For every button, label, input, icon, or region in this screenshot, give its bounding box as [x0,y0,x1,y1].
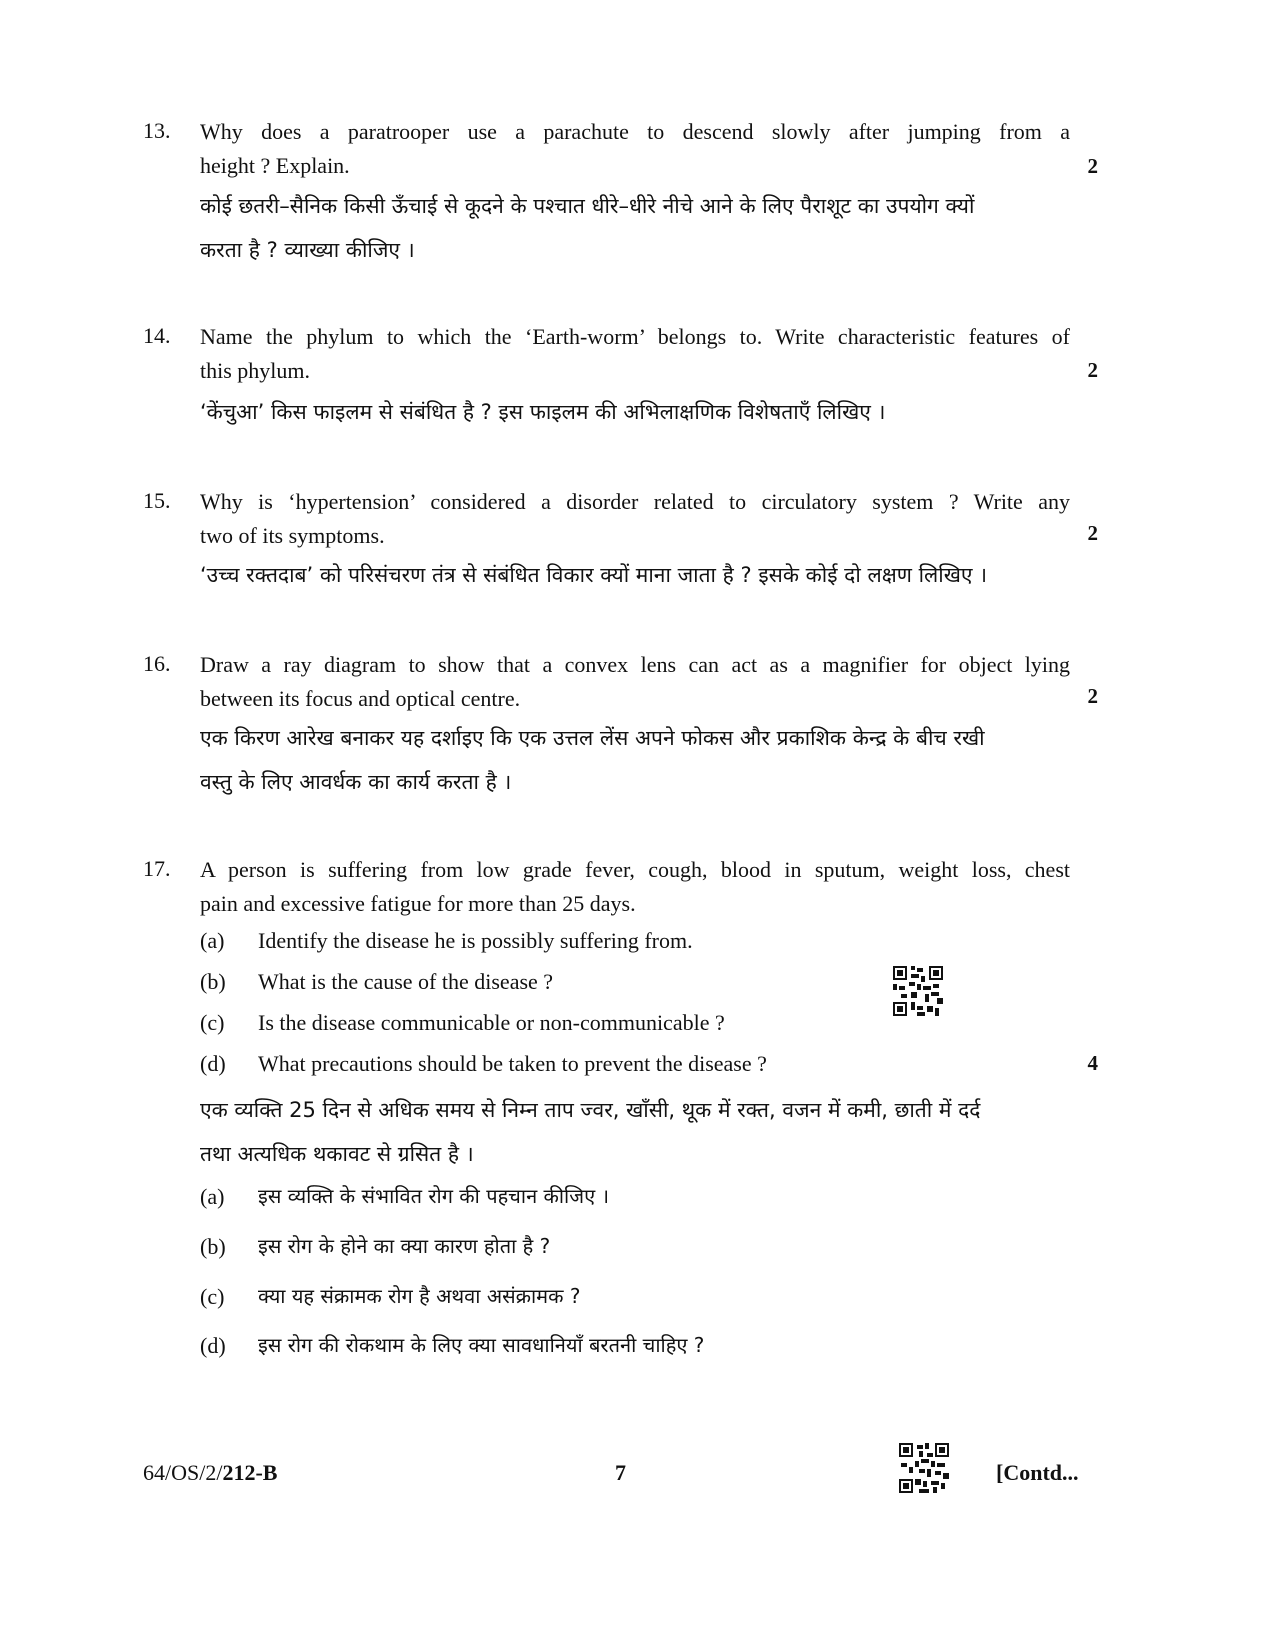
marks: 2 [1087,521,1098,545]
page-number: 7 [615,1460,626,1485]
continued-label: [Contd... [996,1460,1079,1485]
question-text-en [200,115,1070,183]
text-line: height ? Explain. [200,153,350,178]
subpart-text: इस रोग की रोकथाम के लिए क्या सावधानियाँ बरतनी चाहिए ? [258,1333,705,1357]
subpart-text: What is the cause of the disease ? [258,969,554,994]
question-number: 14. [143,323,171,348]
subpart-label: (c) [200,1010,225,1035]
text-line: Why does a paratrooper use a parachute to descend slowly after jumping from a [200,119,1070,144]
subpart-label: (b) [200,969,226,994]
question-text-en [200,648,1070,716]
subpart-text: Is the disease communicable or non-communicable ? [258,1010,725,1035]
subpart-label: (b) [200,1234,226,1259]
text-line: two of its symptoms. [200,523,385,548]
text-line: ‘उच्च रक्तदाब’ को परिसंचरण तंत्र से संबंधित विकार क्यों माना जाता है ? इसके कोई दो लक्षण लिखिए । [200,563,988,587]
subpart-text: Identify the disease he is possibly suffering from. [258,928,693,953]
text-line: Draw a ray diagram to show that a convex lens can act as a magnifier for object lying [200,652,1070,677]
question-number: 15. [143,488,171,513]
text-line: this phylum. [200,358,311,383]
paper-code-bold: 212-B [222,1460,278,1485]
question-text-hi [200,1088,1080,1176]
subpart-label: (a) [200,928,225,953]
text-line: एक किरण आरेख बनाकर यह दर्शाइए कि एक उत्तल लेंस अपने फोकस और प्रकाशिक केन्द्र के बीच रखी [200,726,985,750]
paper-code [143,1460,277,1486]
text-line: Why is ‘hypertension’ considered a disorder related to circulatory system ? Write any [200,489,1070,514]
question-number: 16. [143,651,171,676]
subpart-text: क्या यह संक्रामक रोग है अथवा असंक्रामक ? [258,1284,581,1308]
question-text-hi [200,184,1080,272]
marks: 2 [1087,154,1098,178]
subpart-label: (c) [200,1284,225,1309]
question-text-en [200,320,1070,388]
text-line: between its focus and optical centre. [200,686,521,711]
text-line: A person is suffering from low grade fever, cough, blood in sputum, weight loss, chest [200,857,1070,882]
question-text-hi [200,390,1080,434]
marks: 2 [1087,358,1098,382]
question-number: 13. [143,118,171,143]
text-line: ‘केंचुआ’ किस फाइलम से संबंधित है ? इस फाइलम की अभिलाक्षणिक विशेषताएँ लिखिए । [200,400,886,424]
subpart-text: इस रोग के होने का क्या कारण होता है ? [258,1234,551,1258]
marks: 4 [1087,1051,1098,1075]
subpart-label: (d) [200,1333,226,1358]
subpart-text: What precautions should be taken to prevent the disease ? [258,1051,767,1076]
qr-code-icon [899,1443,949,1493]
subpart-label: (d) [200,1051,226,1076]
subpart-label: (a) [200,1184,225,1209]
marks: 2 [1087,684,1098,708]
text-line: pain and excessive fatigue for more than 25 days. [200,891,636,916]
text-line: तथा अत्यधिक थकावट से ग्रसित है । [200,1142,474,1166]
question-text-hi [200,716,1080,804]
text-line: एक व्यक्ति 25 दिन से अधिक समय से निम्न ताप ज्वर, खाँसी, थूक में रक्त, वजन में कमी, छाती में दर्द [200,1098,981,1122]
subpart-text: इस व्यक्ति के संभावित रोग की पहचान कीजिए । [258,1184,610,1208]
text-line: वस्तु के लिए आवर्धक का कार्य करता है । [200,770,512,794]
text-line: कोई छतरी–सैनिक किसी ऊँचाई से कूदने के पश्चात धीरे–धीरे नीचे आने के लिए पैराशूट का उपयोग क्यों [200,194,975,218]
question-text-en [200,853,1070,921]
paper-code-prefix: 64/OS/2/ [143,1460,223,1485]
question-text-en [200,485,1070,553]
qr-code-icon [893,966,943,1016]
text-line: Name the phylum to which the ‘Earth-worm’ belongs to. Write characteristic features of [200,324,1070,349]
text-line: करता है ? व्याख्या कीजिए । [200,238,415,262]
question-text-hi [200,553,1080,597]
question-number: 17. [143,856,171,881]
